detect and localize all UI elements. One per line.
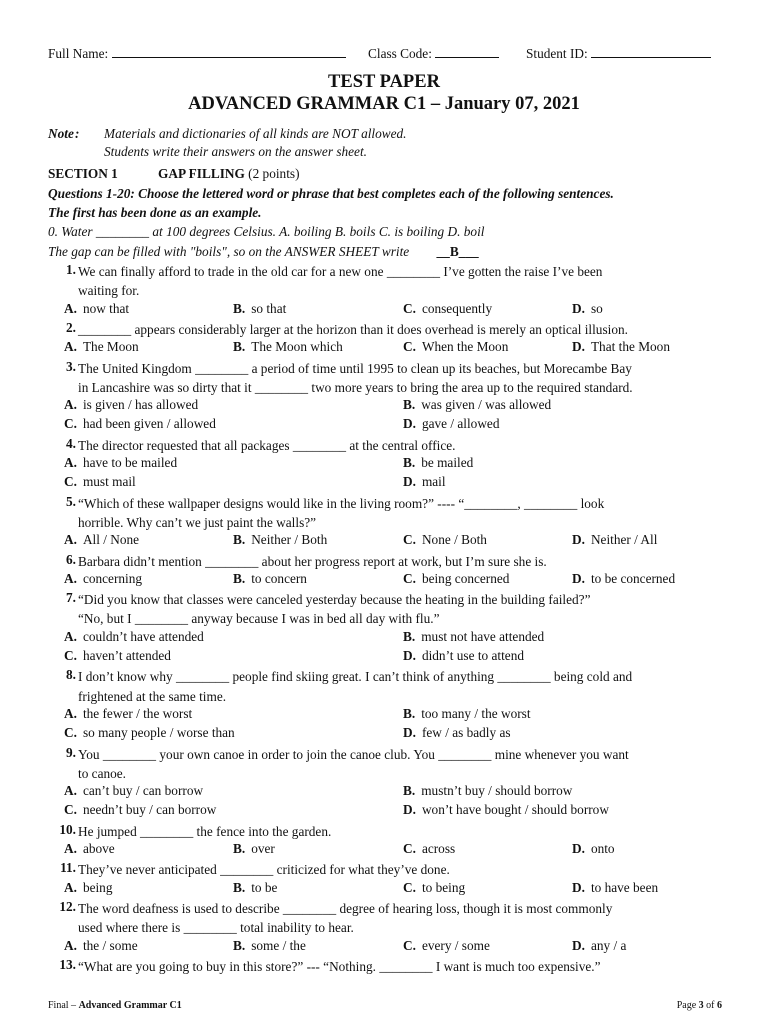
test-paper-page: Full Name: Class Code: Student ID: TEST PAPER ADVANCED GRAMMAR C1 – January 07, 2021 Note : Materials and dictionaries of all kinds are NOT allowed. Students write their answers on the answer sheet. SECTION 1 GAP FILLING (2 points) Questions 1-20: Choose the lettered word or phrase that best completes each of the following sentences. The first has been done as an example. 0. Water ________ at 100 degrees Celsius. A. boiling B. boils C. is boiling D. boil The gap can be filled with "boils", so on the ANSWER SHEET write __B___ 1. We can finally afford to trade in the old car for a new one ________ I’ve gotten the raise I’ve been waiting for. A. now that B. so that C. consequently D. so 2. ________ appears considerably larger at the horizon than it does overhead is merely an optical illusion. A. The Moon B. The Moon which C. When the Moon D. That the Moon 3. The United Kingdom ________ a period of time until 1995 to clean up its beaches, but Morecambe Bay in Lancashire was so dirty that it ________ two more years to bring the area up to the required standard. A. is given / has allowed B. was given / was allowed C. had been given / allowed D. gave / allowed 4. The director requested that all packages ________ at the central office. A. have to be mailed B. be mailed C. must mail D. mail 5. “Which of these wallpaper designs would like in the living room?” ---- “________, ________ look horrible. Why can’t we just paint the walls?” A. All / None B. Neither / Both C. None / Both D. Neither / All 6. Barbara didn’t mention ________ about her progress report at work, but I’m sure she is. A. concerning B. to concern C. being concerned D. to be concerned 7. “Did you know that classes were canceled yesterday because the heating in the building failed?” “No, but I ________ anyway because I was in bed all day with flu.” A. couldn’t have attended B. must not have attended C. haven’t attended D. didn’t use to attend 8. I don’t know why ________ people find skiing great. I can’t think of anything ________ being cold and frightened at the same time. A. the fewer / the worst B. too many / the worst C. so many people / worse than D. few / as badly as 9. You ________ your own canoe in order to join the canoe club. You ________ mine whenever you want to canoe. A. can’t buy / can borrow B. mustn’t buy / should borrow C. needn’t buy / can borrow D. won’t have bought / should borrow 10. He jumped ________ the fence into the garden. A. above B. over C. across D. onto 11. They’ve never anticipated ________ criticized for what they’ve done. A. being B. to be C. to being D. to have been 12. The word deafness is used to describe ________ degree of hearing loss, though it is most commonly used where there is ________ total inability to hear. A. the / some B. some / the C. every / some D. any / a 13. “What are you going to buy in this store?” --- “Nothing. ________ I want is much too expensive.” Final – Advanced Grammar C1 Page 3 of 6 bbox=[0, 0, 768, 1024]
option-text: won’t have bought / should borrow bbox=[421, 802, 609, 818]
option-text: few / as badly as bbox=[421, 725, 511, 741]
option-letter: D. bbox=[403, 802, 416, 818]
option-text: too many / the worst bbox=[421, 705, 531, 721]
option-letter: B. bbox=[233, 879, 246, 895]
option-a bbox=[64, 783, 203, 799]
option-text: None / Both bbox=[421, 532, 487, 548]
option-b bbox=[233, 938, 306, 954]
option-a bbox=[64, 301, 129, 317]
option-letter: A. bbox=[64, 455, 77, 470]
option-text: to being bbox=[421, 879, 466, 895]
option-letter: C. bbox=[403, 532, 416, 548]
option-text: any / a bbox=[590, 937, 627, 953]
section-number: SECTION 1 bbox=[48, 166, 118, 181]
option-text: to have been bbox=[590, 879, 659, 895]
question-number: 5. bbox=[66, 493, 76, 509]
option-d bbox=[572, 571, 675, 587]
question-text: He jumped ________ the fence into the garden. bbox=[78, 823, 332, 839]
option-text: have to be mailed bbox=[82, 455, 178, 470]
option-letter: B. bbox=[233, 339, 246, 355]
option-letter: C. bbox=[403, 339, 416, 355]
page-title: TEST PAPER bbox=[328, 72, 440, 92]
class-code-blank bbox=[435, 44, 499, 58]
footer-left: Final – Advanced Grammar C1 bbox=[48, 1000, 182, 1011]
option-letter: D. bbox=[572, 339, 585, 355]
option-d bbox=[403, 416, 499, 432]
option-text: haven’t attended bbox=[82, 648, 171, 663]
option-c bbox=[64, 416, 216, 432]
question-text: to canoe. bbox=[78, 765, 126, 781]
question-text: ________ appears considerably larger at the horizon than it does overhead is merely an optical illusion. bbox=[78, 321, 628, 337]
option-c bbox=[403, 532, 487, 548]
full-name-blank bbox=[112, 44, 346, 58]
option-d bbox=[403, 725, 511, 741]
question-text: You ________ your own canoe in order to join the canoe club. You ________ mine whenever you want bbox=[78, 746, 629, 762]
option-text: Neither / All bbox=[590, 532, 658, 548]
option-c bbox=[64, 648, 171, 664]
note-line-1: Materials and dictionaries of all kinds are NOT allowed. bbox=[104, 126, 407, 141]
option-text: above bbox=[82, 841, 115, 856]
option-text: the fewer / the worst bbox=[82, 705, 193, 721]
option-d bbox=[572, 301, 603, 317]
option-text: across bbox=[421, 841, 456, 856]
question-number: 13. bbox=[59, 956, 76, 972]
question-number: 3. bbox=[66, 358, 76, 374]
option-b bbox=[403, 455, 473, 471]
option-text: to concern bbox=[251, 570, 307, 586]
option-letter: D. bbox=[572, 841, 585, 856]
example-answer: __B___ bbox=[436, 244, 479, 259]
option-d bbox=[403, 474, 446, 490]
option-letter: B. bbox=[403, 783, 416, 799]
question-text: waiting for. bbox=[78, 283, 140, 299]
option-letter: B. bbox=[233, 570, 246, 586]
question-text: The United Kingdom ________ a period of time until 1995 to clean up its beaches, but Morecambe Bay bbox=[78, 360, 632, 376]
option-letter: A. bbox=[64, 841, 77, 856]
question-number: 8. bbox=[66, 667, 76, 683]
option-a bbox=[64, 397, 198, 413]
question-text: horrible. Why can’t we just paint the walls?” bbox=[78, 514, 317, 530]
option-letter: C. bbox=[64, 474, 77, 490]
option-letter: C. bbox=[64, 802, 77, 818]
question-number: 2. bbox=[66, 319, 76, 335]
option-letter: C. bbox=[403, 570, 416, 586]
option-letter: A. bbox=[64, 879, 77, 895]
option-d bbox=[403, 802, 609, 818]
option-letter: C. bbox=[403, 841, 416, 856]
option-text: That the Moon bbox=[590, 339, 670, 355]
option-a bbox=[64, 571, 142, 587]
option-letter: D. bbox=[403, 648, 416, 663]
option-d bbox=[403, 648, 524, 664]
option-text: Neither / Both bbox=[251, 532, 328, 548]
option-c bbox=[403, 339, 508, 355]
question-text: frightened at the same time. bbox=[78, 688, 227, 704]
option-letter: D. bbox=[572, 937, 585, 953]
option-text: needn’t buy / can borrow bbox=[82, 802, 217, 818]
option-c bbox=[64, 474, 136, 490]
option-text: so that bbox=[251, 300, 287, 316]
question-text: “What are you going to buy in this store?” --- “Nothing. ________ I want is much too expensive.” bbox=[78, 958, 601, 974]
option-text: was given / was allowed bbox=[421, 397, 552, 413]
option-c bbox=[403, 571, 509, 587]
option-d bbox=[572, 841, 615, 857]
question-text: used where there is ________ total inability to hear. bbox=[78, 920, 354, 936]
option-a bbox=[64, 841, 115, 857]
student-id-field bbox=[526, 44, 711, 62]
option-text: consequently bbox=[421, 300, 493, 316]
option-letter: D. bbox=[403, 474, 416, 490]
question-number: 4. bbox=[66, 435, 76, 451]
option-d bbox=[572, 938, 626, 954]
option-letter: B. bbox=[403, 455, 416, 470]
full-name-label: Full Name: bbox=[48, 46, 109, 61]
footer-course: Advanced Grammar C1 bbox=[78, 1000, 182, 1011]
option-letter: B. bbox=[233, 841, 246, 856]
option-letter: C. bbox=[64, 725, 77, 741]
option-letter: A. bbox=[64, 532, 77, 548]
option-letter: A. bbox=[64, 937, 77, 953]
option-letter: A. bbox=[64, 339, 77, 355]
option-text: be mailed bbox=[421, 455, 474, 470]
question-text: “No, but I ________ anyway because I was in bed all day with flu.” bbox=[78, 611, 440, 627]
option-letter: C. bbox=[64, 648, 77, 663]
option-text: so many people / worse than bbox=[82, 725, 235, 741]
option-text: When the Moon bbox=[421, 339, 509, 355]
option-a bbox=[64, 532, 139, 548]
question-number: 10. bbox=[59, 821, 76, 837]
option-a bbox=[64, 880, 112, 896]
option-a bbox=[64, 938, 138, 954]
section-heading bbox=[48, 166, 300, 182]
option-text: must not have attended bbox=[421, 628, 545, 644]
option-text: gave / allowed bbox=[421, 416, 500, 432]
section-title: GAP FILLING (2 points) bbox=[158, 166, 300, 181]
option-text: onto bbox=[590, 841, 615, 856]
option-letter: D. bbox=[403, 416, 416, 432]
student-id-blank bbox=[591, 44, 711, 58]
option-text: can’t buy / can borrow bbox=[82, 783, 204, 799]
option-c bbox=[403, 938, 490, 954]
option-b bbox=[403, 397, 551, 413]
question-number: 11. bbox=[60, 860, 76, 876]
option-text: over bbox=[251, 841, 275, 856]
option-text: so bbox=[590, 300, 603, 316]
option-b bbox=[233, 880, 277, 896]
note-label: Note bbox=[48, 126, 74, 141]
option-text: being concerned bbox=[421, 570, 510, 586]
example-line-1: 0. Water ________ at 100 degrees Celsius. A. boiling B. boils C. is boiling D. boil bbox=[48, 224, 485, 239]
option-b bbox=[233, 571, 307, 587]
full-name-field bbox=[48, 44, 346, 62]
option-text: now that bbox=[82, 300, 130, 316]
option-text: concerning bbox=[82, 570, 143, 586]
question-text: The word deafness is used to describe ________ degree of hearing loss, though it is most commonly bbox=[78, 900, 613, 916]
option-b bbox=[233, 301, 286, 317]
option-a bbox=[64, 339, 139, 355]
class-code-field bbox=[368, 44, 499, 62]
option-c bbox=[64, 725, 235, 741]
option-text: every / some bbox=[421, 937, 490, 953]
option-b bbox=[233, 841, 275, 857]
option-text: to be bbox=[251, 879, 278, 895]
instructions-line-1: Questions 1-20: Choose the lettered word or phrase that best completes each of the following sentences. bbox=[48, 186, 614, 201]
option-text: some / the bbox=[251, 937, 306, 953]
option-letter: B. bbox=[233, 532, 246, 548]
question-text: I don’t know why ________ people find skiing great. I can’t think of anything ________ being cold and bbox=[78, 669, 633, 685]
option-text: to be concerned bbox=[590, 570, 676, 586]
option-text: must mail bbox=[82, 474, 136, 490]
option-letter: D. bbox=[403, 725, 416, 741]
question-number: 12. bbox=[59, 898, 76, 914]
question-number: 1. bbox=[66, 262, 76, 277]
option-text: couldn’t have attended bbox=[82, 628, 204, 644]
option-d bbox=[572, 532, 657, 548]
option-text: didn’t use to attend bbox=[421, 648, 524, 663]
option-letter: D. bbox=[572, 570, 585, 586]
option-letter: C. bbox=[64, 416, 77, 432]
question-text: We can finally afford to trade in the old car for a new one ________ I’ve gotten the raise I’ve been bbox=[78, 264, 603, 279]
option-text: mustn’t buy / should borrow bbox=[421, 783, 573, 799]
option-letter: D. bbox=[572, 532, 585, 548]
option-b bbox=[403, 706, 531, 722]
option-d bbox=[572, 880, 658, 896]
footer-page-number: Page 3 of 6 bbox=[676, 1000, 722, 1011]
option-a bbox=[64, 706, 192, 722]
option-text: being bbox=[82, 879, 113, 895]
question-text: The director requested that all packages ________ at the central office. bbox=[78, 437, 456, 453]
student-info-header bbox=[48, 44, 728, 64]
option-b bbox=[233, 532, 327, 548]
option-c bbox=[403, 880, 465, 896]
option-letter: C. bbox=[403, 879, 416, 895]
option-letter: B. bbox=[233, 300, 246, 316]
option-letter: A. bbox=[64, 570, 77, 586]
question-text: They’ve never anticipated ________ criticized for what they’ve done. bbox=[78, 862, 450, 878]
option-letter: D. bbox=[572, 300, 585, 316]
option-a bbox=[64, 629, 204, 645]
page-subtitle: ADVANCED GRAMMAR C1 – January 07, 2021 bbox=[188, 94, 580, 114]
option-a bbox=[64, 455, 177, 471]
instructions-line-2: The first has been done as an example. bbox=[48, 205, 262, 220]
option-b bbox=[403, 629, 544, 645]
note-line-2: Students write their answers on the answer sheet. bbox=[104, 144, 367, 159]
option-c bbox=[403, 301, 492, 317]
question-text: Barbara didn’t mention ________ about her progress report at work, but I’m sure she is. bbox=[78, 553, 547, 569]
option-letter: A. bbox=[64, 397, 77, 413]
option-letter: B. bbox=[403, 705, 416, 721]
option-text: The Moon bbox=[82, 339, 139, 355]
option-letter: A. bbox=[64, 783, 77, 799]
option-letter: C. bbox=[403, 300, 416, 316]
option-text: had been given / allowed bbox=[82, 416, 216, 432]
option-text: mail bbox=[421, 474, 446, 490]
option-letter: C. bbox=[403, 937, 416, 953]
class-code-label: Class Code: bbox=[368, 46, 432, 61]
question-text: “Which of these wallpaper designs would like in the living room?” ---- “________, ________ look bbox=[78, 495, 605, 511]
question-number: 6. bbox=[66, 551, 76, 567]
question-number: 7. bbox=[66, 590, 76, 606]
option-c bbox=[64, 802, 216, 818]
option-letter: A. bbox=[64, 300, 77, 316]
option-b bbox=[233, 339, 343, 355]
option-d bbox=[572, 339, 670, 355]
question-number: 9. bbox=[66, 744, 76, 760]
option-letter: B. bbox=[403, 628, 416, 644]
question-text: in Lancashire was so dirty that it ________ two more years to bring the area up to the required standard. bbox=[78, 379, 633, 395]
option-text: The Moon which bbox=[251, 339, 343, 355]
question-text: “Did you know that classes were canceled yesterday because the heating in the building failed?” bbox=[78, 592, 591, 608]
option-text: is given / has allowed bbox=[82, 397, 199, 413]
example-line-2: The gap can be filled with "boils", so on the ANSWER SHEET write __B___ bbox=[48, 244, 479, 259]
option-letter: A. bbox=[64, 628, 77, 644]
option-letter: B. bbox=[403, 397, 416, 413]
student-id-label: Student ID: bbox=[526, 46, 588, 61]
option-text: All / None bbox=[82, 532, 140, 548]
option-b bbox=[403, 783, 572, 799]
option-c bbox=[403, 841, 455, 857]
option-letter: A. bbox=[64, 705, 77, 721]
option-letter: B. bbox=[233, 937, 246, 953]
section-points: (2 points) bbox=[248, 166, 300, 181]
option-text: the / some bbox=[82, 937, 138, 953]
option-letter: D. bbox=[572, 879, 585, 895]
